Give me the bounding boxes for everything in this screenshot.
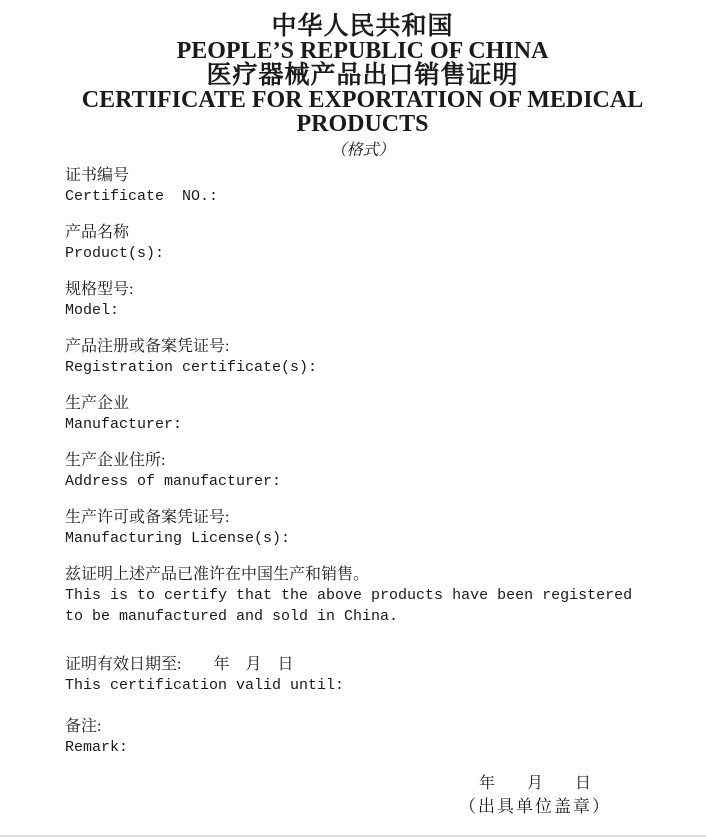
country-title-en: PEOPLE’S REPUBLIC OF CHINA <box>176 38 549 64</box>
field-label-en: Registration certificate(s): <box>65 359 318 376</box>
format-note: （格式） <box>330 142 395 159</box>
field-product-name <box>65 222 660 264</box>
field-label-en: Manufacturing License(s): <box>65 530 291 547</box>
validity-label-zh: 证明有效日期至: 年 月 日 <box>65 656 294 673</box>
field-validity-date <box>65 654 660 696</box>
remark-label-en: Remark: <box>65 739 129 756</box>
certify-statement-en: This is to certify that the above products have been registered to be manufactured and sold in China. <box>65 587 642 625</box>
field-label-zh: 产品名称 <box>65 224 130 241</box>
field-label-en: Product(s): <box>65 245 165 262</box>
certificate-title-zh: 医疗器械产品出口销售证明 <box>206 62 519 89</box>
field-remark <box>65 716 660 758</box>
certificate-title-en: CERTIFICATE FOR EXPORTATION OF MEDICAL PRODUCTS <box>81 87 644 137</box>
field-label-en: Address of manufacturer: <box>65 473 282 490</box>
field-label-en: Manufacturer: <box>65 416 183 433</box>
page-bottom-edge <box>0 835 706 837</box>
field-registration-certificate <box>65 336 660 378</box>
field-label-zh: 规格型号: <box>65 281 134 298</box>
field-label-en: Model: <box>65 302 120 319</box>
field-manufacturing-license <box>65 507 660 549</box>
field-label-zh: 生产企业 <box>65 395 130 412</box>
field-certificate-no <box>65 165 660 207</box>
field-label-zh: 生产许可或备案凭证号: <box>65 509 230 526</box>
signature-date-line: 年 月 日 <box>478 775 591 792</box>
document-body <box>65 165 660 819</box>
field-manufacturer <box>65 393 660 435</box>
field-model <box>65 279 660 321</box>
field-label-en: Certificate NO.: <box>65 188 219 205</box>
signature-block <box>435 773 635 819</box>
field-label-zh: 生产企业住所: <box>65 452 166 469</box>
document-header <box>65 14 660 159</box>
certify-statement <box>65 564 660 627</box>
certify-statement-zh: 兹证明上述产品已准许在中国生产和销售。 <box>65 566 370 583</box>
field-label-zh: 证书编号 <box>65 167 130 184</box>
field-manufacturer-address <box>65 450 660 492</box>
country-title-zh: 中华人民共和国 <box>271 13 454 40</box>
validity-label-en: This certification valid until: <box>65 677 345 694</box>
remark-label-zh: 备注: <box>65 718 102 735</box>
signature-seal-line: （出具单位盖章） <box>459 797 611 816</box>
field-label-zh: 产品注册或备案凭证号: <box>65 338 230 355</box>
